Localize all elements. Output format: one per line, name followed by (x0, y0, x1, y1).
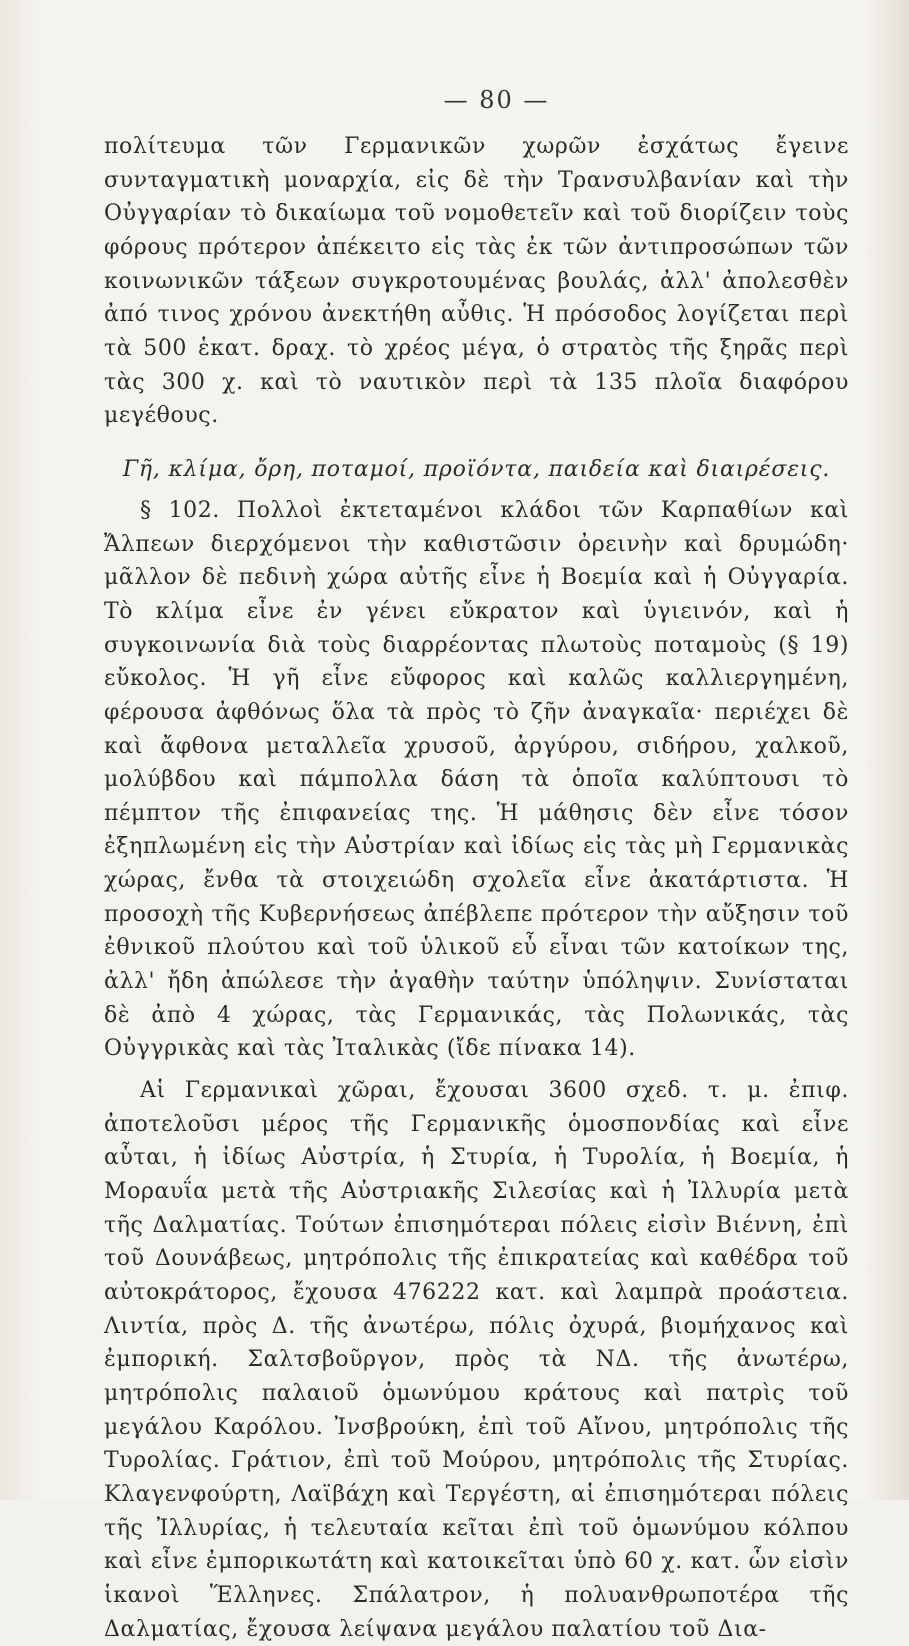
paragraph-german-lands: Αἱ Γερμανικαὶ χῶραι, ἔχουσαι 3600 σχεδ. τ. μ. ἐπιφ. ἀποτελοῦσι μέρος τῆς Γερμανικῆς ὁμοσπονδίας καὶ εἶνε αὗται, ἡ ἰδίως Αὐστρία, ἡ Στυρία, ἡ Τυρολία, ἡ Βοεμία, ἡ Μοραυΐα μετὰ τῆς Αὐστριακῆς Σιλεσίας καὶ ἡ Ἰλλυρία μετὰ τῆς Δαλματίας. Τούτων ἐπισημότεραι πόλεις εἰσὶν Βιέννη, ἐπὶ τοῦ Δουνάβεως, μητρόπολις τῆς ἐπικρατείας καὶ καθέδρα τοῦ αὐτοκράτορος, ἔχουσα 476222 κατ. καὶ λαμπρὰ προάστεια. Λιντία, πρὸς Δ. τῆς ἀνωτέρω, πόλις ὀχυρά, βιομήχανος καὶ ἐμπορική. Σαλτσβοῦργον, πρὸς τὰ ΝΔ. τῆς ἀνωτέρω, μητρόπολις παλαιοῦ ὁμωνύμου κράτους καὶ πατρὶς τοῦ μεγάλου Καρόλου. Ἰνσβρούκη, ἐπὶ τοῦ Αἴνου, μητρόπολις τῆς Τυρολίας. Γράτιον, ἐπὶ τοῦ Μούρου, μητρόπολις τῆς Στυρίας. Κλαγενφούρτη, Λαϊβάχη καὶ Τεργέστη, αἱ ἐπισημότεραι πόλεις τῆς Ἰλλυρίας, ἡ τελευταία κεῖται ἐπὶ τοῦ ὁμωνύμου κόλπου καὶ εἶνε ἐμπορικωτάτη καὶ κατοικεῖται ὑπὸ 60 χ. κατ. ὧν εἰσὶν ἱκανοὶ Ἕλληνες. Σπάλατρον, ἡ πολυανθρωποτέρα τῆς Δαλματίας, ἔχουσα λείψανα μεγάλου παλατίου τοῦ Δια- (104, 1078, 849, 1642)
section-heading: Γῆ, κλίμα, ὄρη, ποταμοί, προϊόντα, παιδεία καὶ διαιρέσεις. (122, 456, 831, 482)
page-number: — 80 — (443, 86, 550, 114)
paragraph-section-102: § 102. Πολλοὶ ἐκτεταμένοι κλάδοι τῶν Καρπαθίων καὶ Ἄλπεων διερχόμενοι τὴν καθιστῶσιν ὀρεινὴν καὶ δρυμώδη· μᾶλλον δὲ πεδινὴ χώρα αὐτῆς εἶνε ἡ Βοεμία καὶ ἡ Οὐγγαρία. Τὸ κλίμα εἶνε ἐν γένει εὔκρατον καὶ ὑγιεινόν, καὶ ἡ συγκοινωνία διὰ τοὺς διαρρέοντας πλωτοὺς ποταμοὺς (§ 19) εὔκολος. Ἡ γῆ εἶνε εὔφορος καὶ καλῶς καλλιεργημένη, φέρουσα ἀφθόνως ὅλα τὰ πρὸς τὸ ζῆν ἀναγκαῖα· περιέχει δὲ καὶ ἄφθονα μεταλλεῖα χρυσοῦ, ἀργύρου, σιδήρου, χαλκοῦ, μολύβδου καὶ πάμπολλα δάση τὰ ὁποῖα καλύπτουσι τὸ πέμπτον τῆς ἐπιφανείας της. Ἡ μάθησις δὲν εἶνε τόσον ἐξηπλωμένη εἰς τὴν Αὐστρίαν καὶ ἰδίως εἰς τὰς μὴ Γερμανικὰς χώρας, ἔνθα τὰ στοιχειώδη σχολεῖα εἶνε ἀκατάρτιστα. Ἡ προσοχὴ τῆς Κυβερνήσεως ἀπέβλεπε πρότερον τὴν αὔξησιν τοῦ ἐθνικοῦ πλούτου καὶ τοῦ ὑλικοῦ εὖ εἶναι τῶν κατοίκων της, ἀλλ' ἤδη ἀπώλεσε τὴν ἀγαθὴν ταύτην ὑπόληψιν. Συνίσταται δὲ ἀπὸ 4 χώρας, τὰς Γερμανικάς, τὰς Πολωνικάς, τὰς Οὐγγρικὰς καὶ τὰς Ἰταλικὰς (ἴδε πίνακα 14). (104, 497, 849, 1062)
paragraph-gap (104, 1066, 849, 1074)
paragraph-government: πολίτευμα τῶν Γερμανικῶν χωρῶν ἐσχάτως ἔγεινε συνταγματικὴ μοναρχία, εἰς δὲ τὴν Τρανσυλβανίαν καὶ τὴν Οὐγγαρίαν τὸ δικαίωμα τοῦ νομοθετεῖν καὶ τοῦ διορίζειν τοὺς φόρους πρότερον ἀπέκειτο εἰς τὰς ἐκ τῶν ἀντιπροσώπων τῶν κοινωνικῶν τάξεων συγκροτουμένας βουλάς, ἀλλ' ἀπολεσθὲν ἀπό τινος χρόνου ἀνεκτήθη αὖθις. Ἡ πρόσοδος λογίζεται περὶ τὰ 500 ἑκατ. δραχ. τὸ χρέος μέγα, ὁ στρατὸς τῆς ξηρᾶς περὶ τὰς 300 χ. καὶ τὸ ναυτικὸν περὶ τὰ 135 πλοῖα διαφόρου μεγέθους. (104, 134, 849, 429)
